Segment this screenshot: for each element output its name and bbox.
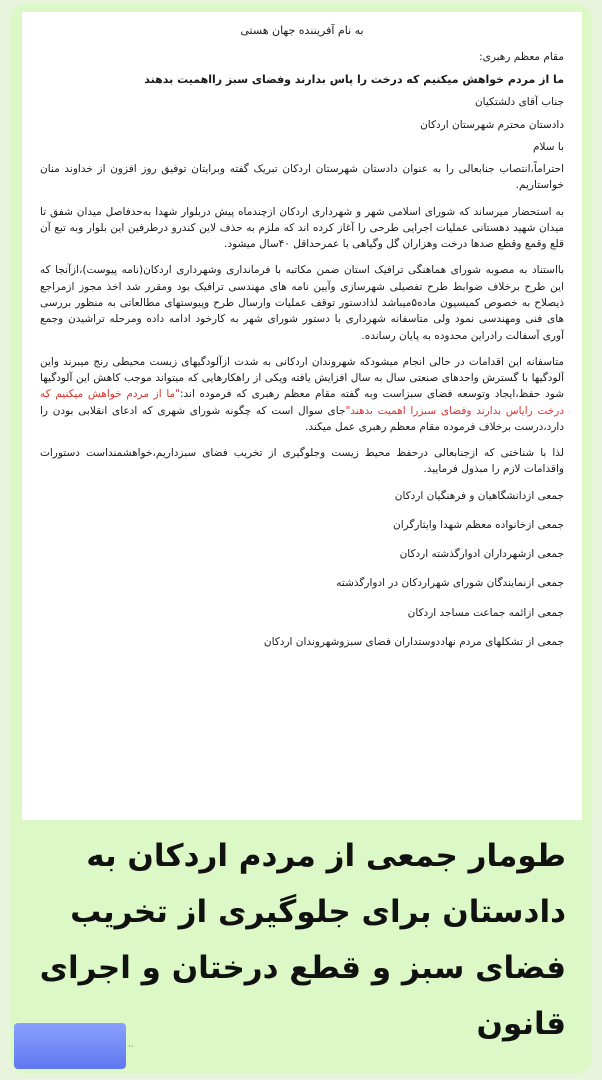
addressee-title: دادستان محترم شهرستان اردکان: [420, 118, 564, 131]
signature-line: جمعی ازائمه جماعت مساجد اردکان: [407, 606, 564, 619]
paragraph-5: لذا با شناختی که ازجنابعالی درحفظ محیط زیست وجلوگیری از تخریب فضای سبزداریم،خواهشمنداست دستورات واقدامات لازم را مبذول فرمایید.: [40, 447, 564, 476]
greeting: با سلام: [532, 140, 564, 153]
signature-line: جمعی از تشکلهای مردم نهاددوستداران فضای سبزوشهروندان اردکان: [263, 636, 564, 648]
paragraph-4-start: متاسفانه این اقدامات در حالی انجام میشودکه شهروندان اردکانی به شدت ازآلودگیهای زیست محیطی رنج میبرند واین آلودگیها با گسترش واحدهای صنعتی سال به سال افزایش یافته ویکی از راهکارهایی که میتواند موجب کاهش این آلودگیها شود حفظ،ایجاد وتوسعه فضای سبزاست وبه گفته مقام معظم رهبری که فرموده اند:: [40, 355, 564, 401]
signature-line: جمعی ازدانشگاهیان و فرهنگیان اردکان: [394, 489, 564, 502]
paragraph-3: بااستناد به مصوبه شورای هماهنگی ترافیک استان ضمن مکاتبه با فرمانداری وشهرداری اردکان(نامه پیوست)،ازآنجا که این طرح برخلاف ضوابط طرح تفصیلی شهرسازی وآیین نامه های مهندسی ترافیک بود ومقرر شد اخذ مجوز ازمراجع ذیصلاح به خصوص کمیسیون ماده۵میباشد لذادستور توقف عملیات وارسال طرح وپیوستهای مطالعاتی به منظور بررسی های فنی ومهندسی نمود ولی متاسفانه شهرداری با دستور شورای شهر به کارخود ادامه داده ومرحله تراشیدن وجمع آوری آسفالت رادراین محدوده به پایان رسانده.: [40, 264, 564, 342]
addressee-name: جناب آقای دلشتکیان: [474, 96, 564, 109]
message-time-dots: ··: [128, 1042, 134, 1052]
message-caption: طومار جمعی از مردم اردکان به دادستان برای جلوگیری از تخریب فضای سبز و قطع درختان و اجرای قانون: [39, 838, 566, 1042]
leader-quote: ما از مردم خواهش میکنیم که درخت را پاس بدارند وفضای سبز رااهمیت بدهند: [144, 73, 564, 87]
signature-line: جمعی ازخانواده معظم شهدا وایثارگران: [393, 518, 564, 531]
quote-heading: مقام معظم رهبری:: [479, 51, 564, 64]
paragraph-4-end: جای سوال است که چگونه شورای شهری که ادعای انقلابی بودن را دارد،درست برخلاف فرموده مقام معظم رهبری عمل میکند.: [40, 404, 564, 433]
redacted-avatar: [14, 1023, 126, 1069]
paragraph-2: به استحضار میرساند که شورای اسلامی شهر و شهرداری اردکان ازچندماه پیش دربلوار شهدا به‌حدفاصل میدان شفق تا میدان شهید دهستانی عملیات اجرایی طرحی را آغاز کرده اند که ملزم به حذف لاین کندرو درطرفین این بلوار وبه تبع آن قلع وقمع وقطع صدها درخت وهزاران گل وگیاهی با عمرحداقل ۴۰سال میشود.: [40, 205, 564, 251]
signature-line: جمعی ازشهرداران ادوارگذشته اردکان: [399, 548, 564, 561]
paragraph-4: [40, 354, 564, 435]
paragraph-1: احتراماً،انتصاب جنابعالی را به عنوان دادستان شهرستان اردکان تبریک گفته وبرایتان توفیق روز افزون از خداوند منان خواستاریم.: [40, 163, 564, 192]
paragraph-4-red-quote: "ما از مردم خواهش میکنیم که درخت رایاس بدارند وفضای سبزرا اهمیت بدهند": [40, 388, 564, 417]
letter-title: به نام آفریننده جهان هستی: [240, 24, 364, 37]
letter-image[interactable]: [22, 12, 582, 820]
signature-line: جمعی ازنمایندگان شورای شهراردکان در ادوارگذشته: [336, 577, 564, 590]
